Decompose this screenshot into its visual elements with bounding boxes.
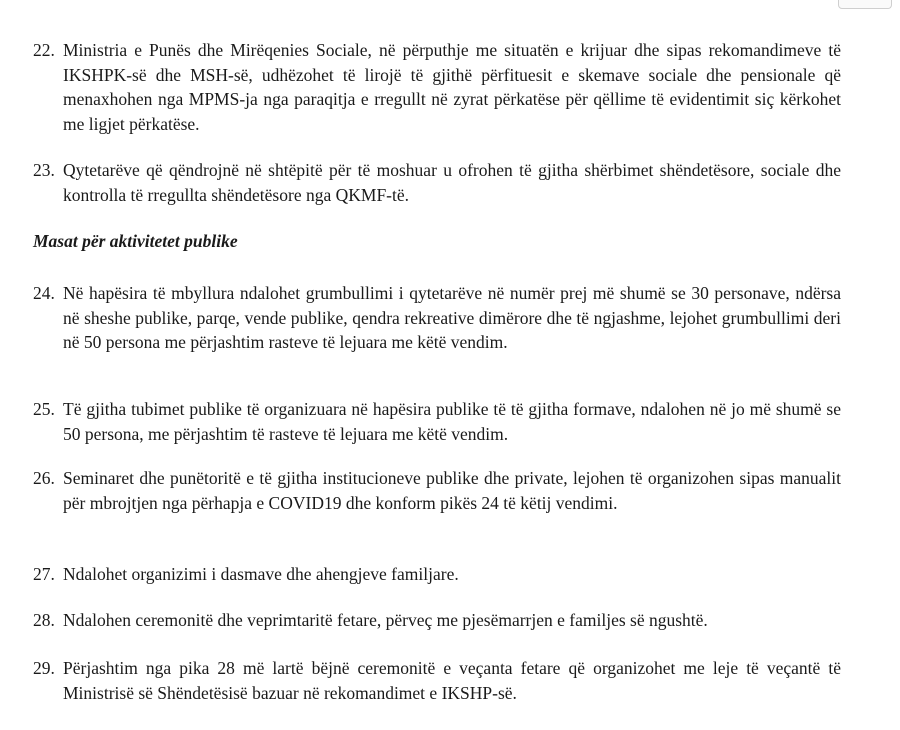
item-text: Të gjitha tubimet publike të organizuara në hapësira publike të të gjitha formave, ndalohen në jo më shumë se 50 persona, me përjashtim të rasteve të lejuara me këtë vendim. bbox=[63, 399, 841, 444]
item-text: Ministria e Punës dhe Mirëqenies Sociale, në përputhje me situatën e krijuar dhe sipas rekomandimeve të IKSHPK-së dhe MSH-së, udhëzohet të lirojë të gjithë përfituesit e skemave sociale dhe pensionale që menaxhohen nga MPMS-ja nga paraqitja e rregullt në zyrat përkatëse për qëllime të evidentimit siç kërkohet me ligjet përkatëse. bbox=[63, 40, 841, 134]
item-text: Në hapësira të mbyllura ndalohet grumbullimi i qytetarëve në numër prej më shumë se 30 personave, ndërsa në sheshe publike, parqe, vende publike, qendra rekreative dimërore dhe të ngjashme, lejohet grumbullimi deri në 50 persona me përjashtim rasteve të lejuara me këtë vendim. bbox=[63, 283, 841, 352]
item-text: Ndalohen ceremonitë dhe veprimtaritë fetare, përveç me pjesëmarrjen e familjes së ngushtë. bbox=[63, 610, 708, 630]
item-text: Seminaret dhe punëtoritë e të gjitha institucioneve publike dhe private, lejohen të organizohen sipas manualit për mbrojtjen nga përhapja e COVID19 dhe konform pikës 24 të këtij vendimi. bbox=[63, 468, 841, 513]
window-corner-tab bbox=[838, 0, 892, 9]
list-item-23 bbox=[33, 158, 841, 207]
list-item-24 bbox=[33, 281, 841, 355]
list-item-27 bbox=[33, 562, 841, 587]
item-text: Ndalohet organizimi i dasmave dhe ahengjeve familjare. bbox=[63, 564, 459, 584]
item-number: 24. bbox=[33, 283, 55, 303]
item-number: 25. bbox=[33, 399, 55, 419]
list-item-29 bbox=[33, 656, 841, 705]
list-item-26 bbox=[33, 466, 841, 515]
item-number: 26. bbox=[33, 468, 55, 488]
item-number: 29. bbox=[33, 658, 55, 678]
item-number: 23. bbox=[33, 160, 55, 180]
item-number: 27. bbox=[33, 564, 55, 584]
list-item-22 bbox=[33, 38, 841, 136]
item-text: Përjashtim nga pika 28 më lartë bëjnë ceremonitë e veçanta fetare që organizohet me leje të veçantë të Ministrisë së Shëndetësisë bazuar në rekomandimet e IKSHP-së. bbox=[63, 658, 841, 703]
item-number: 28. bbox=[33, 610, 55, 630]
list-item-25 bbox=[33, 397, 841, 446]
item-number: 22. bbox=[33, 40, 55, 60]
list-item-28 bbox=[33, 608, 841, 633]
item-text: Qytetarëve që qëndrojnë në shtëpitë për të moshuar u ofrohen të gjitha shërbimet shëndetësore, sociale dhe kontrolla të rregullta shëndetësore nga QKMF-të. bbox=[63, 160, 841, 205]
section-heading: Masat për aktivitetet publike bbox=[33, 231, 238, 251]
